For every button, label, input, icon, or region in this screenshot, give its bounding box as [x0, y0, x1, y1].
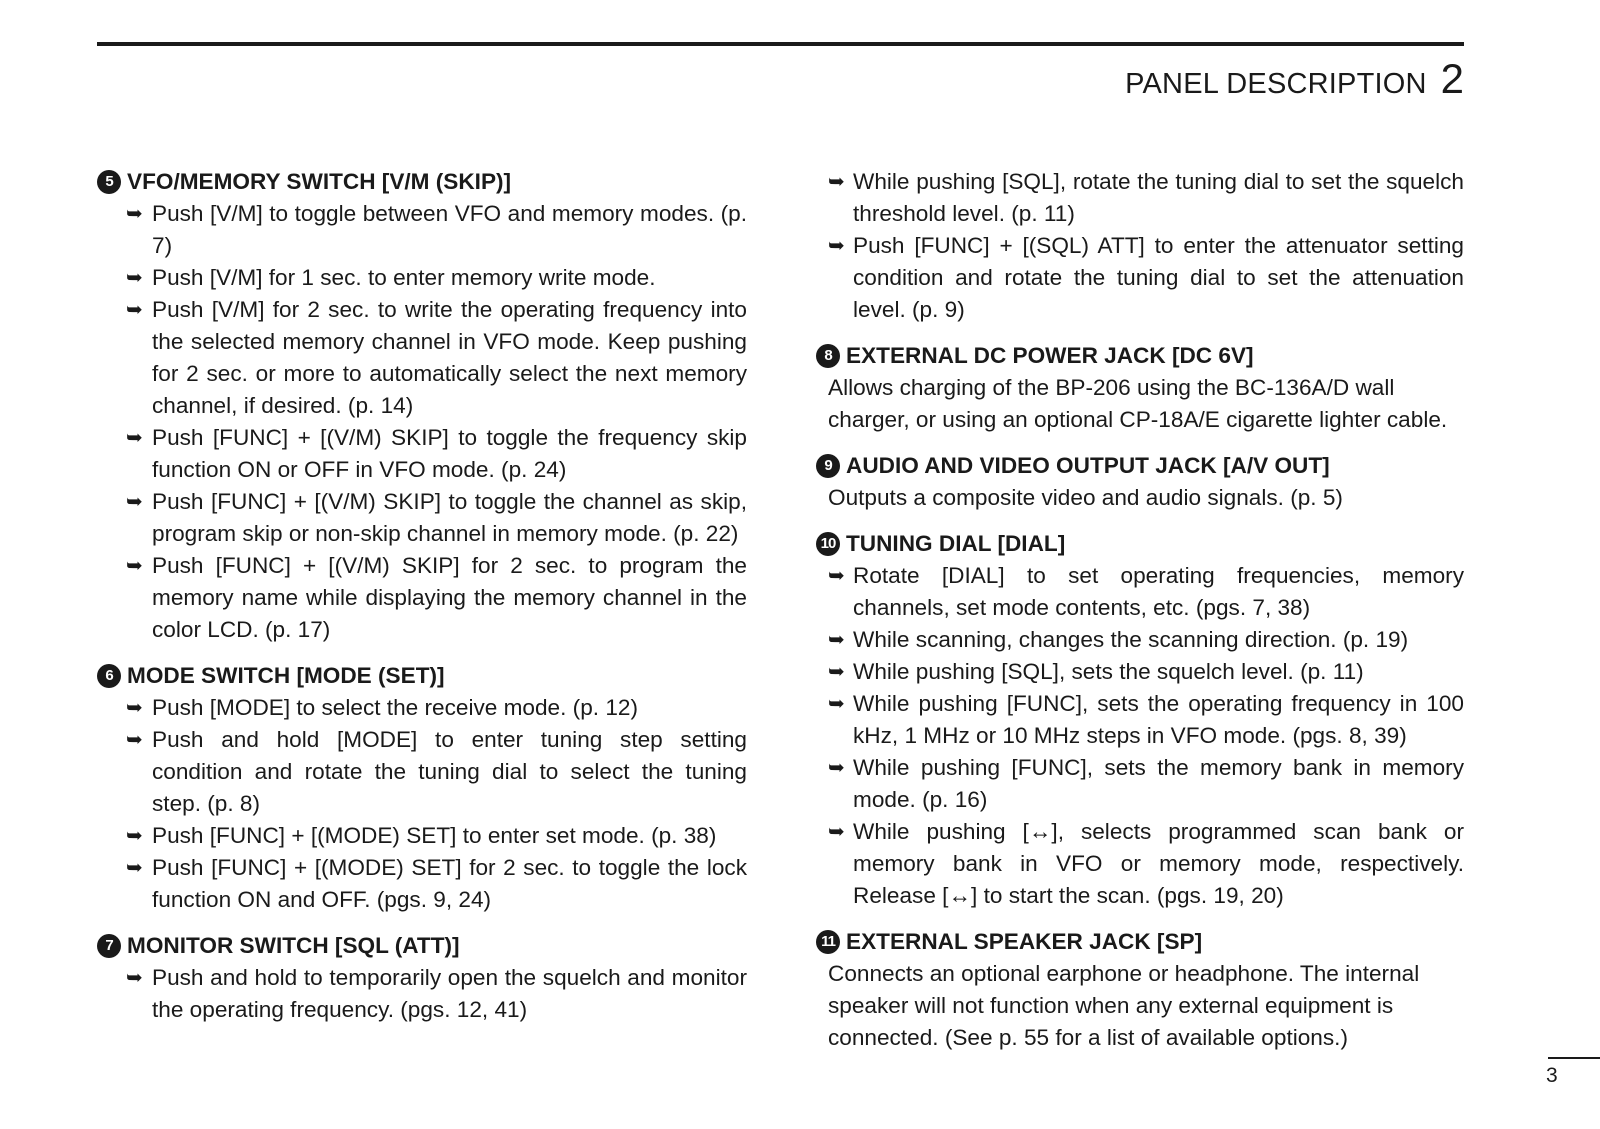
list-item-text: Push [V/M] for 2 sec. to write the operating frequency into the selected memory channel in VFO mode. Keep pushing for 2 sec. or more to automatically select the next memory channel, if desired. (p. 14) — [152, 297, 747, 418]
page-number-rule — [1548, 1057, 1600, 1059]
number-badge: 5 — [97, 170, 121, 194]
list-item — [97, 486, 747, 550]
list-item — [97, 692, 747, 724]
arrow-icon: ➥ — [126, 203, 143, 225]
header-title: PANEL DESCRIPTION — [1125, 68, 1427, 100]
section-body: Outputs a composite video and audio signals. (p. 5) — [828, 485, 1343, 510]
arrow-icon: ➥ — [126, 555, 143, 577]
list-item — [816, 230, 1464, 326]
section-mode-switch — [97, 660, 747, 916]
arrow-icon: ➥ — [828, 693, 845, 715]
page-number: 3 — [1546, 1064, 1558, 1087]
bullet-list — [97, 692, 747, 916]
section-monitor-switch — [97, 930, 747, 1026]
list-item — [816, 166, 1464, 230]
number-badge: 11 — [816, 930, 840, 954]
list-item — [97, 294, 747, 422]
arrow-icon: ➥ — [126, 825, 143, 847]
list-item-text: Push and hold [MODE] to enter tuning step setting condition and rotate the tuning dial to select the tuning step. (p. 8) — [152, 727, 747, 816]
list-item — [97, 198, 747, 262]
section-heading: EXTERNAL SPEAKER JACK [SP] — [846, 929, 1203, 954]
list-item — [97, 422, 747, 486]
list-item — [816, 688, 1464, 752]
list-item-text: While pushing [SQL], sets the squelch level. (p. 11) — [853, 659, 1364, 684]
list-item-text: Push [FUNC] + [(SQL) ATT] to enter the attenuator setting condition and rotate the tuning dial to set the attenuation level. (p. 9) — [853, 233, 1464, 322]
arrow-icon: ➥ — [828, 661, 845, 683]
list-item — [816, 752, 1464, 816]
arrow-icon: ➥ — [828, 235, 845, 257]
arrow-icon: ➥ — [828, 171, 845, 193]
section-dc-power-jack — [816, 340, 1464, 436]
arrow-icon: ➥ — [828, 629, 845, 651]
left-column — [97, 166, 747, 1040]
section-body: Allows charging of the BP-206 using the BC-136A/D wall charger, or using an optional CP-18A/E cigarette lighter cable. — [828, 375, 1448, 432]
section-av-output-jack — [816, 450, 1464, 514]
bullet-list — [97, 962, 747, 1026]
list-item — [816, 624, 1464, 656]
section-vfo-memory-switch — [97, 166, 747, 646]
list-item-text: While pushing [FUNC], sets the memory bank in memory mode. (p. 16) — [853, 755, 1464, 812]
top-rule — [97, 42, 1464, 46]
section-heading: MONITOR SWITCH [SQL (ATT)] — [127, 933, 460, 958]
list-item — [816, 656, 1464, 688]
number-badge: 7 — [97, 934, 121, 958]
section-body: Connects an optional earphone or headphone. The internal speaker will not function when any external equipment is connected. (See p. 55 for a list of available options.) — [828, 961, 1420, 1050]
section-monitor-switch-continued — [816, 166, 1464, 326]
chapter-number: 2 — [1440, 55, 1464, 102]
section-external-speaker-jack — [816, 926, 1464, 1054]
bullet-list — [816, 560, 1464, 912]
list-item — [816, 816, 1464, 912]
section-heading: AUDIO AND VIDEO OUTPUT JACK [A/V OUT] — [846, 453, 1330, 478]
section-title — [97, 660, 747, 692]
list-item-text: Push [FUNC] + [(V/M) SKIP] to toggle the frequency skip function ON or OFF in VFO mode. (p. 24) — [152, 425, 747, 482]
number-badge: 10 — [816, 532, 840, 556]
section-title — [816, 926, 1464, 958]
section-heading: TUNING DIAL [DIAL] — [846, 531, 1066, 556]
list-item-text: While pushing [FUNC], sets the operating frequency in 100 kHz, 1 MHz or 10 MHz steps in VFO mode. (pgs. 8, 39) — [853, 691, 1464, 748]
number-badge: 6 — [97, 664, 121, 688]
section-title — [97, 930, 747, 962]
list-item-text: While pushing [SQL], rotate the tuning dial to set the squelch threshold level. (p. 11) — [853, 169, 1464, 226]
list-item — [97, 852, 747, 916]
section-title — [816, 528, 1464, 560]
bullet-list — [816, 166, 1464, 326]
arrow-icon: ➥ — [126, 729, 143, 751]
list-item-text: Push [V/M] for 1 sec. to enter memory write mode. — [152, 265, 656, 290]
list-item-text: Push [FUNC] + [(MODE) SET] to enter set mode. (p. 38) — [152, 823, 717, 848]
section-title — [816, 340, 1464, 372]
list-item-text: While scanning, changes the scanning direction. (p. 19) — [853, 627, 1409, 652]
number-badge: 8 — [816, 344, 840, 368]
list-item — [97, 550, 747, 646]
list-item-text: Push [MODE] to select the receive mode. (p. 12) — [152, 695, 638, 720]
list-item — [97, 820, 747, 852]
list-item-text: Rotate [DIAL] to set operating frequencies, memory channels, set mode contents, etc. (pgs. 7, 38) — [853, 563, 1464, 620]
list-item-text: Push [FUNC] + [(V/M) SKIP] to toggle the channel as skip, program skip or non-skip channel in memory mode. (p. 22) — [152, 489, 747, 546]
list-item-text: Push and hold to temporarily open the squelch and monitor the operating frequency. (pgs. 12, 41) — [152, 965, 747, 1022]
list-item-text: Push [V/M] to toggle between VFO and memory modes. (p. 7) — [152, 201, 747, 258]
section-heading: MODE SWITCH [MODE (SET)] — [127, 663, 445, 688]
list-item — [97, 262, 747, 294]
section-tuning-dial — [816, 528, 1464, 912]
arrow-icon: ➥ — [126, 427, 143, 449]
arrow-icon: ➥ — [126, 267, 143, 289]
section-title — [97, 166, 747, 198]
arrow-icon: ➥ — [828, 565, 845, 587]
arrow-icon: ➥ — [828, 757, 845, 779]
right-column — [816, 166, 1464, 1068]
list-item-text: Push [FUNC] + [(V/M) SKIP] for 2 sec. to program the memory name while displaying the memory channel in the color LCD. (p. 17) — [152, 553, 747, 642]
list-item-text: Push [FUNC] + [(MODE) SET] for 2 sec. to toggle the lock function ON and OFF. (pgs. 9, 24) — [152, 855, 747, 912]
page-header — [1125, 55, 1464, 103]
list-item — [97, 724, 747, 820]
arrow-icon: ➥ — [126, 857, 143, 879]
arrow-icon: ➥ — [126, 697, 143, 719]
section-title — [816, 450, 1464, 482]
number-badge: 9 — [816, 454, 840, 478]
arrow-icon: ➥ — [126, 299, 143, 321]
list-item — [816, 560, 1464, 624]
arrow-icon: ➥ — [126, 967, 143, 989]
list-item — [97, 962, 747, 1026]
section-heading: EXTERNAL DC POWER JACK [DC 6V] — [846, 343, 1254, 368]
bullet-list — [97, 198, 747, 646]
section-heading: VFO/MEMORY SWITCH [V/M (SKIP)] — [127, 169, 512, 194]
arrow-icon: ➥ — [126, 491, 143, 513]
list-item-text: While pushing [↔], selects programmed scan bank or memory bank in VFO or memory mode, respectively. Release [↔] to start the scan. (pgs. 19, 20) — [853, 819, 1464, 908]
arrow-icon: ➥ — [828, 821, 845, 843]
